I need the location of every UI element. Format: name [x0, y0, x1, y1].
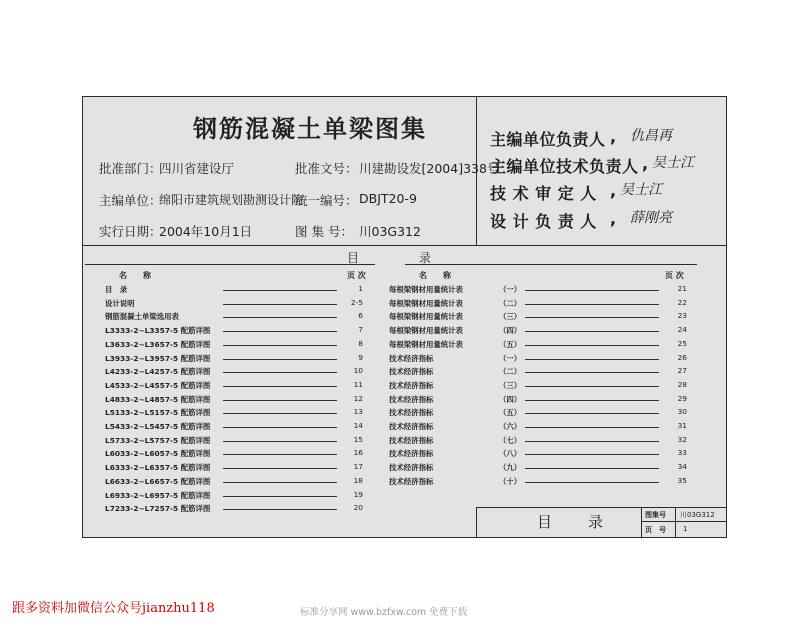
title-block-atlas-value: 川03G312 [680, 511, 715, 519]
title-block-page-value: 1 [683, 525, 688, 533]
contents-item-page: 18 [353, 475, 363, 485]
contents-item-page: 13 [353, 407, 363, 417]
title-block-page-label: 页 号 [645, 526, 666, 534]
approval-dept: 四川省建设厅 [159, 161, 235, 176]
leader-line [525, 468, 659, 469]
contents-item-sub: （五） [499, 339, 522, 349]
contents-heading: 目 录 [347, 251, 432, 265]
contents-item-page: 33 [677, 448, 687, 458]
contents-item-label: 目 录 [105, 285, 128, 294]
contents-item-label: L4833-2~L4857-5 配筋详图 [105, 394, 211, 404]
contents-row [389, 462, 687, 473]
contents-item-label: 技术经济指标 [389, 367, 434, 377]
contents-row [389, 284, 687, 295]
editor-unit: 绵阳市建筑规划勘测设计院 [159, 193, 304, 207]
contents-item-label: 钢筋混凝土单梁选用表 [105, 312, 179, 322]
signature-design-head: 薛刚亮 [630, 210, 672, 226]
contents-row [105, 462, 363, 473]
leader-line [223, 413, 337, 414]
leader-line [223, 359, 337, 360]
header-bottom-rule [83, 245, 726, 246]
contents-item-page: 27 [677, 366, 687, 376]
contents-item-page: 32 [677, 434, 687, 444]
contents-row [389, 339, 687, 350]
col-page-header-left: 页 次 [347, 271, 366, 280]
leader-line [223, 304, 337, 305]
contents-item-page: 30 [677, 407, 687, 417]
contents-item-page: 23 [677, 311, 687, 321]
leader-line [525, 359, 659, 360]
leader-line [525, 331, 659, 332]
contents-item-page: 14 [353, 421, 363, 430]
contents-item-label: 技术经济指标 [389, 380, 434, 390]
contents-item-label: 技术经济指标 [389, 394, 434, 404]
leader-line [223, 386, 337, 387]
contents-item-sub: （二） [499, 298, 522, 308]
impl-date: 2004年10月1日 [159, 224, 253, 239]
leader-line [525, 482, 659, 483]
title-block-mid [641, 521, 726, 522]
contents-item-label: L4533-2~L4557-5 配筋详图 [105, 380, 211, 390]
title-block-left [476, 507, 477, 537]
sig-label-tech-head: 主编单位技术负责人 [490, 157, 639, 176]
leader-line [525, 317, 659, 318]
contents-item-sub: （一） [499, 285, 522, 294]
contents-item-sub: （三） [499, 380, 522, 390]
contents-item-sub: （七） [499, 435, 522, 445]
contents-row [105, 490, 363, 501]
contents-item-page: 31 [677, 421, 687, 430]
contents-row [105, 339, 363, 350]
contents-row [105, 311, 363, 322]
contents-item-page: 19 [353, 489, 363, 499]
contents-item-label: L3933-2~L3957-5 配筋详图 [105, 353, 211, 363]
leader-line [525, 427, 659, 428]
contents-item-page: 34 [677, 462, 687, 472]
title-block-divider [641, 507, 642, 537]
contents-row [389, 407, 687, 418]
contents-item-label: 设计说明 [105, 298, 135, 308]
leader-line [223, 331, 337, 332]
contents-item-page: 8 [358, 338, 363, 348]
contents-row [389, 366, 687, 377]
contents-item-sub: （二） [499, 367, 522, 377]
col-page-header-right: 页 次 [665, 271, 684, 280]
contents-item-label: L3633-2~L3657-5 配筋详图 [105, 339, 211, 349]
leader-line [223, 400, 337, 401]
leader-line [223, 290, 337, 291]
leader-line [223, 441, 337, 442]
approval-dept-label: 批准部门： [99, 161, 162, 176]
contents-row [105, 407, 363, 418]
title-block-divider [675, 507, 676, 537]
leader-line [223, 482, 337, 483]
col-name-header-left: 名 称 [119, 271, 151, 280]
contents-item-label: 技术经济指标 [389, 476, 434, 486]
contents-row [389, 353, 687, 364]
contents-item-label: L4233-2~L4257-5 配筋详图 [105, 367, 211, 377]
contents-item-page: 26 [677, 352, 687, 362]
contents-item-label: 技术经济指标 [389, 463, 434, 473]
contents-item-page: 28 [677, 379, 687, 389]
contents-item-page: 16 [353, 448, 363, 458]
col-name-header-right: 名 称 [419, 271, 451, 280]
contents-item-label: L7233-2~L7257-5 配筋详图 [105, 504, 211, 514]
contents-row [105, 394, 363, 405]
contents-item-label: L6333-2~L6357-5 配筋详图 [105, 463, 211, 473]
contents-item-label: 每根梁钢材用量统计表 [389, 339, 463, 349]
contents-item-page: 12 [353, 393, 363, 403]
leader-line [223, 345, 337, 346]
contents-row [105, 353, 363, 364]
contents-item-page: 15 [353, 434, 363, 444]
footer-wechat-note: 跟多资料加微信公众号jianzhu118 [12, 601, 215, 616]
leader-line [223, 468, 337, 469]
drawing-sheet [82, 96, 727, 538]
contents-row [105, 366, 363, 377]
contents-item-page: 22 [677, 297, 687, 307]
contents-item-label: L5433-2~L5457-5 配筋详图 [105, 422, 211, 431]
title-block-title: 目 录 [537, 513, 606, 531]
unified-no: DBJT20-9 [359, 191, 417, 206]
contents-item-label: 技术经济指标 [389, 435, 434, 445]
leader-line [525, 413, 659, 414]
contents-item-label: 技术经济指标 [389, 449, 434, 459]
leader-line [525, 372, 659, 373]
contents-row [105, 284, 363, 295]
leader-line [223, 317, 337, 318]
contents-item-label: L6033-2~L6057-5 配筋详图 [105, 449, 211, 459]
contents-item-label: L5133-2~L5157-5 配筋详图 [105, 408, 211, 418]
contents-item-page: 10 [353, 366, 363, 376]
contents-row [389, 476, 687, 487]
contents-item-label: 技术经济指标 [389, 422, 434, 431]
contents-item-sub: （一） [499, 353, 522, 363]
contents-row [105, 435, 363, 446]
contents-row [105, 421, 363, 432]
contents-item-page: 20 [353, 503, 363, 513]
contents-item-sub: （三） [499, 312, 522, 322]
contents-item-page: 7 [358, 325, 363, 335]
approval-doc-label: 批准文号： [295, 161, 358, 176]
sig-label-design-head: 设 计 负 责 人 [490, 212, 597, 231]
contents-item-sub: （四） [499, 326, 522, 336]
contents-item-label: 每根梁钢材用量统计表 [389, 312, 463, 322]
leader-line [223, 496, 337, 497]
contents-row [105, 380, 363, 391]
title-block-atlas-label: 图集号 [645, 511, 666, 519]
atlas-title: 钢筋混凝土单梁图集 [193, 115, 427, 143]
contents-item-page: 21 [677, 284, 687, 293]
sig-colon: , [642, 154, 649, 173]
leader-line [223, 509, 337, 510]
contents-row [389, 394, 687, 405]
contents-row [389, 325, 687, 336]
title-block-top [476, 507, 726, 508]
impl-date-label: 实行日期： [99, 224, 162, 239]
sig-colon: , [610, 127, 617, 146]
contents-item-label: 每根梁钢材用量统计表 [389, 326, 463, 336]
signature-tech-head: 吴士江 [652, 155, 694, 171]
contents-heading-rule [85, 264, 375, 265]
approval-doc: 川建勘设发[2004]338号 [359, 161, 500, 176]
sig-colon: , [610, 181, 617, 200]
leader-line [223, 427, 337, 428]
contents-item-label: 技术经济指标 [389, 408, 434, 418]
leader-line [525, 441, 659, 442]
contents-row [389, 380, 687, 391]
leader-line [525, 386, 659, 387]
leader-line [525, 304, 659, 305]
contents-row [389, 311, 687, 322]
contents-row [105, 298, 363, 309]
editor-unit-label: 主编单位： [99, 193, 162, 208]
contents-item-label: 每根梁钢材用量统计表 [389, 298, 463, 308]
contents-row [389, 298, 687, 309]
contents-row [105, 448, 363, 459]
contents-row [105, 503, 363, 514]
signature-editor-head: 仇昌再 [630, 128, 672, 144]
contents-item-page: 17 [353, 462, 363, 472]
contents-row [389, 448, 687, 459]
unified-no-label: 统一编号： [295, 193, 358, 208]
contents-row [105, 476, 363, 487]
contents-item-label: 技术经济指标 [389, 353, 434, 363]
contents-item-page: 9 [358, 352, 363, 362]
contents-item-label: L3333-2~L3357-5 配筋详图 [105, 326, 211, 336]
contents-item-page: 29 [677, 393, 687, 403]
contents-item-sub: （十） [499, 476, 522, 486]
contents-item-label: 每根梁钢材用量统计表 [389, 285, 463, 294]
contents-item-label: L6933-2~L6957-5 配筋详图 [105, 490, 211, 500]
contents-item-sub: （五） [499, 408, 522, 418]
contents-item-page: 6 [358, 311, 363, 321]
atlas-no: 川03G312 [359, 224, 421, 239]
leader-line [525, 290, 659, 291]
leader-line [525, 454, 659, 455]
contents-item-sub: （六） [499, 422, 522, 431]
contents-item-label: L6633-2~L6657-5 配筋详图 [105, 476, 211, 486]
contents-item-page: 2-5 [350, 297, 363, 307]
leader-line [525, 345, 659, 346]
contents-item-page: 25 [677, 338, 687, 348]
contents-item-sub: （四） [499, 394, 522, 404]
signature-tech-review: 吴士江 [620, 182, 662, 198]
footer-site-note: 标准分享网 www.bzfxw.com 免费下载 [300, 607, 468, 618]
contents-item-sub: （八） [499, 449, 522, 459]
contents-item-page: 24 [677, 325, 687, 335]
contents-item-sub: （九） [499, 463, 522, 473]
contents-item-label: L5733-2~L5757-5 配筋详图 [105, 435, 211, 445]
leader-line [223, 372, 337, 373]
leader-line [223, 454, 337, 455]
sig-label-tech-review: 技 术 审 定 人 [490, 184, 597, 203]
contents-item-page: 1 [358, 284, 363, 293]
sig-colon: , [610, 209, 617, 228]
contents-item-page: 35 [677, 475, 687, 485]
atlas-no-label: 图 集 号： [295, 224, 353, 239]
sig-label-editor-head: 主编单位负责人 [490, 130, 606, 149]
contents-row [105, 325, 363, 336]
leader-line [525, 400, 659, 401]
contents-heading-rule [405, 264, 697, 265]
contents-row [389, 435, 687, 446]
contents-row [389, 421, 687, 432]
contents-item-page: 11 [353, 379, 363, 389]
